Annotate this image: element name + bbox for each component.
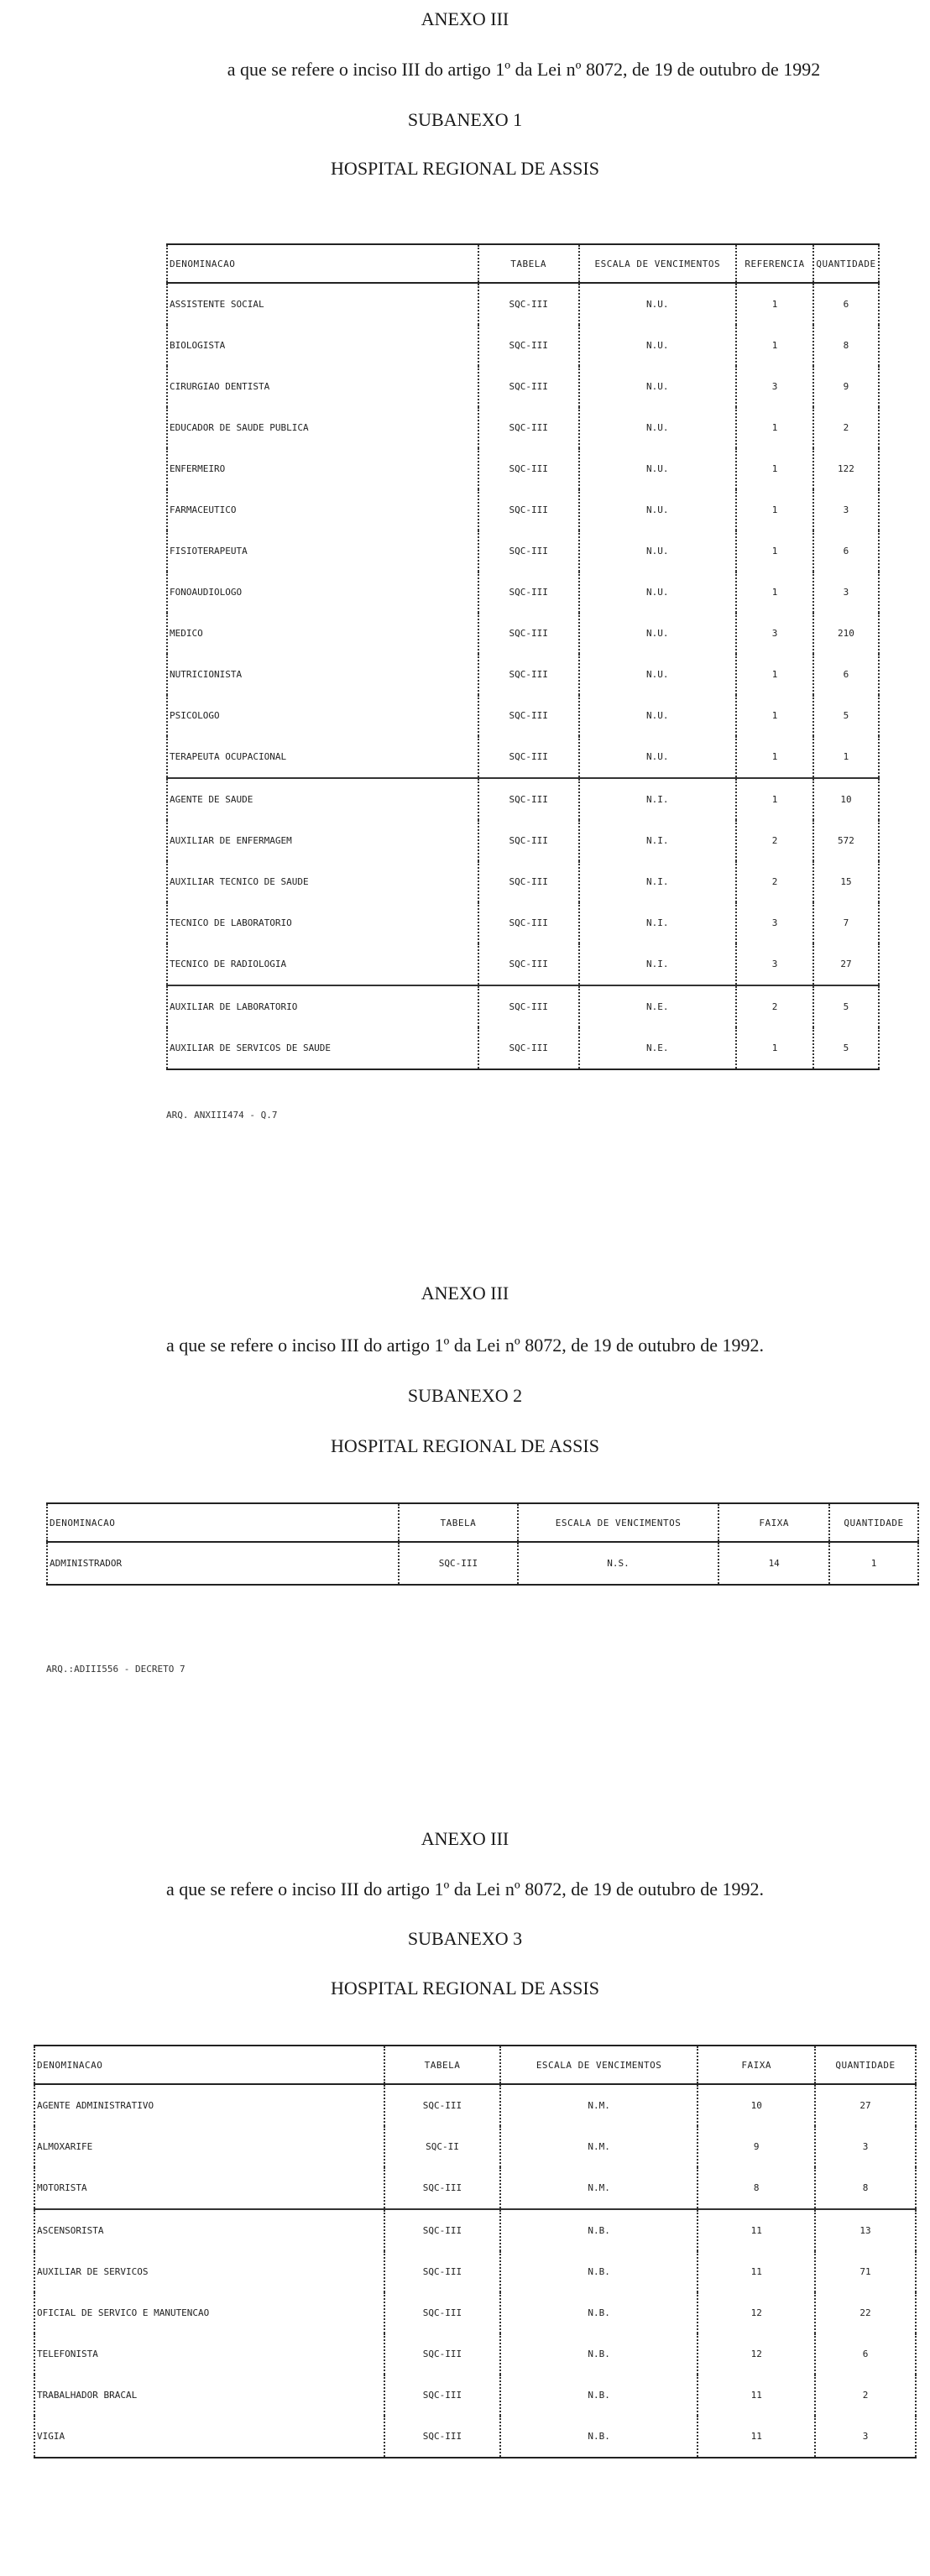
column-header: DENOMINACAO xyxy=(34,2046,384,2084)
table-cell: N.I. xyxy=(579,943,737,985)
table-cell: 1 xyxy=(736,572,813,613)
table-cell: 2 xyxy=(813,407,879,448)
table-cell: 3 xyxy=(813,489,879,530)
table-cell: N.U. xyxy=(579,654,737,695)
table-cell: 3 xyxy=(815,2416,916,2458)
table-cell: N.B. xyxy=(500,2416,698,2458)
table-cell: VIGIA xyxy=(34,2416,384,2458)
table-cell: TECNICO DE LABORATORIO xyxy=(167,902,478,943)
table-row xyxy=(34,2416,916,2458)
table-cell: 1 xyxy=(736,654,813,695)
table-cell: 1 xyxy=(813,736,879,778)
table-cell: N.I. xyxy=(579,778,737,820)
table-cell: 27 xyxy=(815,2084,916,2126)
table-cell: ALMOXARIFE xyxy=(34,2126,384,2167)
table-cell: SQC-III xyxy=(478,325,579,366)
table-cell: 3 xyxy=(736,943,813,985)
table-cell: 15 xyxy=(813,861,879,902)
subannex-title-1: SUBANEXO 1 xyxy=(407,109,523,130)
table-cell: 9 xyxy=(813,366,879,407)
table-cell: N.U. xyxy=(579,572,737,613)
table-row xyxy=(34,2251,916,2292)
table-cell: 8 xyxy=(813,325,879,366)
table-cell: TECNICO DE RADIOLOGIA xyxy=(167,943,478,985)
annex-title-3: ANEXO III xyxy=(421,1828,509,1849)
table-cell: 7 xyxy=(813,902,879,943)
table-row xyxy=(167,448,879,489)
table-cell: AGENTE DE SAUDE xyxy=(167,778,478,820)
header-row xyxy=(34,2046,916,2084)
table-cell: 1 xyxy=(736,695,813,736)
header-row xyxy=(47,1503,918,1542)
table-cell: 1 xyxy=(736,283,813,325)
column-header: REFERENCIA xyxy=(736,244,813,283)
table-cell: 1 xyxy=(736,489,813,530)
subannex-title-2: SUBANEXO 2 xyxy=(407,1385,523,1406)
table-cell: SQC-III xyxy=(478,572,579,613)
column-header: TABELA xyxy=(478,244,579,283)
table-cell: 210 xyxy=(813,613,879,654)
table-cell: N.S. xyxy=(518,1542,719,1585)
table-cell: AUXILIAR DE ENFERMAGEM xyxy=(167,820,478,861)
table-row xyxy=(167,695,879,736)
archive-note-1: ARQ. ANXIII474 - Q.7 xyxy=(166,1110,278,1121)
table-cell: SQC-III xyxy=(478,736,579,778)
table-cell: 6 xyxy=(813,530,879,572)
table-cell: 8 xyxy=(815,2167,916,2209)
staff-table-2 xyxy=(46,1502,919,1586)
column-header: FAIXA xyxy=(698,2046,815,2084)
table-cell: AUXILIAR DE SERVICOS DE SAUDE xyxy=(167,1027,478,1069)
table-row xyxy=(34,2126,916,2167)
column-header: QUANTIDADE xyxy=(829,1503,918,1542)
table-cell: N.U. xyxy=(579,613,737,654)
table-cell: N.U. xyxy=(579,283,737,325)
table-cell: TELEFONISTA xyxy=(34,2333,384,2375)
table-cell: 1 xyxy=(736,736,813,778)
table-cell: ADMINISTRADOR xyxy=(47,1542,399,1585)
table-cell: AUXILIAR TECNICO DE SAUDE xyxy=(167,861,478,902)
table-row xyxy=(34,2084,916,2126)
table-cell: SQC-III xyxy=(478,407,579,448)
table-cell: 1 xyxy=(736,448,813,489)
table-cell: 10 xyxy=(813,778,879,820)
table-cell: SQC-III xyxy=(478,530,579,572)
table-cell: SQC-III xyxy=(478,820,579,861)
table-row xyxy=(167,820,879,861)
table-cell: N.I. xyxy=(579,820,737,861)
table-cell: SQC-III xyxy=(384,2416,500,2458)
table-cell: SQC-III xyxy=(478,778,579,820)
annex-title-1: ANEXO III xyxy=(421,8,509,29)
table-cell: 5 xyxy=(813,695,879,736)
table-cell: 6 xyxy=(815,2333,916,2375)
table-cell: NUTRICIONISTA xyxy=(167,654,478,695)
table-cell: N.B. xyxy=(500,2251,698,2292)
table-cell: AGENTE ADMINISTRATIVO xyxy=(34,2084,384,2126)
table-row xyxy=(167,530,879,572)
table-cell: N.B. xyxy=(500,2209,698,2251)
archive-note-2: ARQ.:ADIII556 - DECRETO 7 xyxy=(46,1664,185,1675)
table-cell: FONOAUDIOLOGO xyxy=(167,572,478,613)
table-row xyxy=(34,2167,916,2209)
column-header: ESCALA DE VENCIMENTOS xyxy=(500,2046,698,2084)
column-header: QUANTIDADE xyxy=(813,244,879,283)
table-cell: 12 xyxy=(698,2292,815,2333)
table-cell: 8 xyxy=(698,2167,815,2209)
table-row xyxy=(167,654,879,695)
table-cell: N.E. xyxy=(579,1027,737,1069)
table-cell: FARMACEUTICO xyxy=(167,489,478,530)
table-cell: FISIOTERAPEUTA xyxy=(167,530,478,572)
table-cell: N.U. xyxy=(579,366,737,407)
law-reference-3: a que se refere o inciso III do artigo 1º da Lei nº 8072, de 19 de outubro de 1992. xyxy=(166,1878,764,1899)
column-header: QUANTIDADE xyxy=(815,2046,916,2084)
table-cell: TRABALHADOR BRACAL xyxy=(34,2375,384,2416)
table-cell: SQC-III xyxy=(478,902,579,943)
column-header: ESCALA DE VENCIMENTOS xyxy=(518,1503,719,1542)
table-cell: SQC-III xyxy=(384,2333,500,2375)
table-cell: AUXILIAR DE SERVICOS xyxy=(34,2251,384,2292)
table-row xyxy=(167,1027,879,1069)
table-row xyxy=(34,2333,916,2375)
table-cell: 3 xyxy=(736,613,813,654)
table-cell: 1 xyxy=(736,407,813,448)
table-cell: 5 xyxy=(813,1027,879,1069)
table-cell: SQC-II xyxy=(384,2126,500,2167)
hospital-name-3: HOSPITAL REGIONAL DE ASSIS xyxy=(331,1978,599,1999)
table-cell: MEDICO xyxy=(167,613,478,654)
table-cell: 2 xyxy=(736,820,813,861)
law-reference-2: a que se refere o inciso III do artigo 1º da Lei nº 8072, de 19 de outubro de 1992. xyxy=(166,1335,764,1356)
table-cell: 9 xyxy=(698,2126,815,2167)
column-header: DENOMINACAO xyxy=(167,244,478,283)
column-header: FAIXA xyxy=(718,1503,829,1542)
table-row xyxy=(167,325,879,366)
table-cell: 3 xyxy=(736,366,813,407)
table-row xyxy=(167,489,879,530)
header-row xyxy=(167,244,879,283)
table-cell: SQC-III xyxy=(384,2375,500,2416)
table-cell: 6 xyxy=(813,654,879,695)
table-cell: N.U. xyxy=(579,448,737,489)
annex-title-2: ANEXO III xyxy=(421,1283,509,1304)
table-cell: SQC-III xyxy=(478,448,579,489)
table-row xyxy=(34,2209,916,2251)
table-row xyxy=(167,572,879,613)
column-header: TABELA xyxy=(384,2046,500,2084)
table-cell: ASSISTENTE SOCIAL xyxy=(167,283,478,325)
table-cell: 10 xyxy=(698,2084,815,2126)
table-cell: SQC-III xyxy=(384,2209,500,2251)
table-cell: SQC-III xyxy=(478,943,579,985)
table-cell: 11 xyxy=(698,2375,815,2416)
table-row xyxy=(167,283,879,325)
table-cell: N.B. xyxy=(500,2292,698,2333)
staff-table-3 xyxy=(34,2045,917,2458)
table-row xyxy=(167,778,879,820)
table-cell: 1 xyxy=(829,1542,918,1585)
table-cell: ASCENSORISTA xyxy=(34,2209,384,2251)
table-cell: N.U. xyxy=(579,325,737,366)
table-cell: 22 xyxy=(815,2292,916,2333)
column-header: TABELA xyxy=(399,1503,518,1542)
table-row xyxy=(167,943,879,985)
table-cell: N.B. xyxy=(500,2375,698,2416)
table-cell: CIRURGIAO DENTISTA xyxy=(167,366,478,407)
table-cell: 2 xyxy=(815,2375,916,2416)
table-cell: N.U. xyxy=(579,736,737,778)
table-cell: 3 xyxy=(813,572,879,613)
table-cell: N.U. xyxy=(579,530,737,572)
table-cell: SQC-III xyxy=(399,1542,518,1585)
table-cell: 6 xyxy=(813,283,879,325)
subannex-title-3: SUBANEXO 3 xyxy=(407,1928,523,1949)
table-cell: SQC-III xyxy=(478,695,579,736)
table-cell: ENFERMEIRO xyxy=(167,448,478,489)
table-cell: SQC-III xyxy=(478,489,579,530)
table-cell: 5 xyxy=(813,985,879,1027)
table-row xyxy=(34,2375,916,2416)
table-cell: 71 xyxy=(815,2251,916,2292)
table-cell: BIOLOGISTA xyxy=(167,325,478,366)
table-row xyxy=(167,736,879,778)
table-cell: 3 xyxy=(815,2126,916,2167)
column-header: DENOMINACAO xyxy=(47,1503,399,1542)
table-cell: 14 xyxy=(718,1542,829,1585)
table-row xyxy=(167,861,879,902)
table-cell: AUXILIAR DE LABORATORIO xyxy=(167,985,478,1027)
table-row xyxy=(47,1542,918,1585)
table-cell: 3 xyxy=(736,902,813,943)
table-row xyxy=(167,613,879,654)
table-cell: N.U. xyxy=(579,407,737,448)
table-cell: N.B. xyxy=(500,2333,698,2375)
table-cell: 12 xyxy=(698,2333,815,2375)
table-row xyxy=(167,985,879,1027)
staff-table-1 xyxy=(166,243,880,1070)
table-cell: SQC-III xyxy=(384,2292,500,2333)
table-cell: 1 xyxy=(736,325,813,366)
table-row xyxy=(34,2292,916,2333)
table-cell: 11 xyxy=(698,2251,815,2292)
table-cell: 1 xyxy=(736,530,813,572)
table-cell: 11 xyxy=(698,2209,815,2251)
table-cell: 27 xyxy=(813,943,879,985)
table-row xyxy=(167,407,879,448)
table-cell: N.M. xyxy=(500,2126,698,2167)
table-cell: SQC-III xyxy=(478,366,579,407)
table-cell: SQC-III xyxy=(384,2167,500,2209)
table-cell: N.I. xyxy=(579,861,737,902)
table-cell: 1 xyxy=(736,1027,813,1069)
table-cell: PSICOLOGO xyxy=(167,695,478,736)
column-header: ESCALA DE VENCIMENTOS xyxy=(579,244,737,283)
table-row xyxy=(167,902,879,943)
table-cell: SQC-III xyxy=(478,861,579,902)
table-cell: 122 xyxy=(813,448,879,489)
table-cell: N.U. xyxy=(579,695,737,736)
table-cell: SQC-III xyxy=(478,985,579,1027)
table-cell: N.E. xyxy=(579,985,737,1027)
table-row xyxy=(167,366,879,407)
table-cell: N.I. xyxy=(579,902,737,943)
table-cell: N.M. xyxy=(500,2167,698,2209)
table-cell: 2 xyxy=(736,861,813,902)
table-cell: 11 xyxy=(698,2416,815,2458)
table-cell: 13 xyxy=(815,2209,916,2251)
table-cell: SQC-III xyxy=(478,283,579,325)
table-cell: SQC-III xyxy=(478,1027,579,1069)
table-cell: 572 xyxy=(813,820,879,861)
table-cell: SQC-III xyxy=(384,2084,500,2126)
table-cell: SQC-III xyxy=(478,654,579,695)
law-reference-1: a que se refere o inciso III do artigo 1º da Lei nº 8072, de 19 de outubro de 1992 xyxy=(227,59,821,80)
table-cell: MOTORISTA xyxy=(34,2167,384,2209)
hospital-name-1: HOSPITAL REGIONAL DE ASSIS xyxy=(331,158,599,179)
hospital-name-2: HOSPITAL REGIONAL DE ASSIS xyxy=(331,1435,599,1456)
table-cell: N.U. xyxy=(579,489,737,530)
table-cell: N.M. xyxy=(500,2084,698,2126)
table-cell: 2 xyxy=(736,985,813,1027)
table-cell: SQC-III xyxy=(384,2251,500,2292)
table-cell: OFICIAL DE SERVICO E MANUTENCAO xyxy=(34,2292,384,2333)
table-cell: EDUCADOR DE SAUDE PUBLICA xyxy=(167,407,478,448)
table-cell: SQC-III xyxy=(478,613,579,654)
table-cell: TERAPEUTA OCUPACIONAL xyxy=(167,736,478,778)
table-cell: 1 xyxy=(736,778,813,820)
